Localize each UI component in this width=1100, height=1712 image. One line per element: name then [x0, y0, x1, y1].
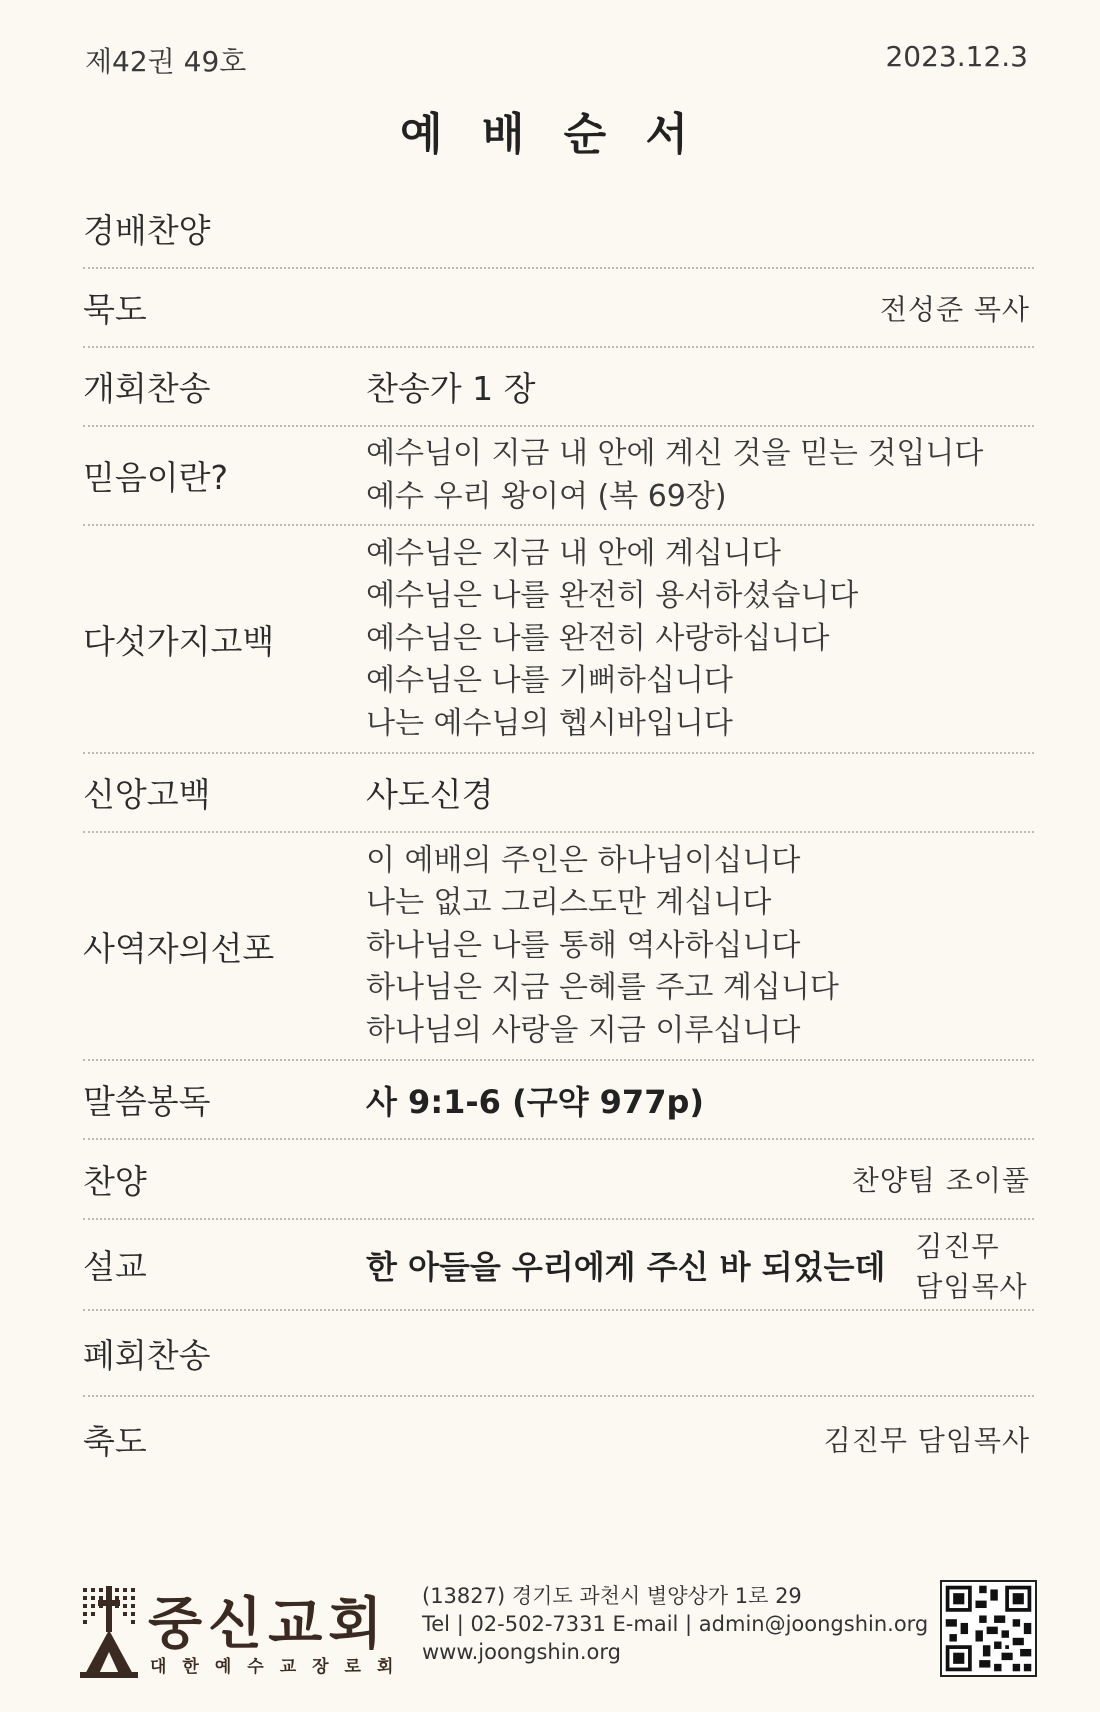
order-row-faith [83, 427, 1034, 526]
sermon-title: 한 아들을 우리에게 주신 바 되었는데 [366, 1247, 886, 1286]
order-content: 사 9:1-6 (구약 977p) [366, 1082, 704, 1121]
order-label: 설교 [83, 1247, 147, 1286]
order-row-declaration [83, 833, 1034, 1061]
order-row-sermon [83, 1220, 1034, 1311]
order-label: 신앙고백 [83, 775, 211, 814]
order-row-five-confessions [83, 526, 1034, 754]
qr-code-icon[interactable] [940, 1580, 1037, 1677]
order-label: 말씀봉독 [83, 1082, 211, 1121]
contact-info: Tel | 02-502-7331 E-mail | admin@joongshin.org [422, 1612, 929, 1636]
content-line: 예수님은 나를 완전히 용서하셨습니다 [366, 578, 859, 614]
order-content [366, 533, 1034, 746]
order-row-creed [83, 754, 1034, 833]
church-logo-icon [80, 1586, 138, 1678]
order-label: 폐회찬송 [83, 1335, 211, 1375]
order-content [366, 840, 1034, 1053]
church-name: 중신교회 [148, 1592, 389, 1657]
order-label: 묵도 [83, 290, 147, 329]
worship-order [83, 190, 1034, 1481]
footer [0, 1580, 1100, 1680]
content-line: 나는 예수님의 헵시바입니다 [366, 705, 733, 741]
content-line: 예수 우리 왕이여 (복 69장) [366, 478, 727, 514]
website-link[interactable]: www.joongshin.org [422, 1640, 621, 1664]
order-content [366, 433, 1034, 518]
issue-number: 제42권 49호 [85, 45, 247, 78]
order-row-closing-hymn [83, 1311, 1034, 1397]
order-row-worship-song [83, 1140, 1034, 1220]
order-row-scripture [83, 1061, 1034, 1140]
content-line: 예수님은 나를 완전히 사랑하십니다 [366, 620, 830, 656]
contact-block [422, 1582, 928, 1666]
order-label: 개회찬송 [83, 369, 211, 408]
order-row-opening-hymn [83, 348, 1034, 427]
content-line: 예수님은 지금 내 안에 계십니다 [366, 535, 781, 571]
order-label: 믿음이란? [83, 458, 229, 497]
order-row-silent-prayer [83, 269, 1034, 348]
content-line: 하나님은 지금 은혜를 주고 계십니다 [366, 970, 839, 1006]
order-leader: 전성준 목사 [879, 292, 1030, 326]
content-line: 하나님의 사랑을 지금 이루십니다 [366, 1012, 801, 1048]
content-line: 이 예배의 주인은 하나님이십니다 [366, 842, 801, 878]
bulletin-date: 2023.12.3 [885, 40, 1028, 73]
order-label: 다섯가지고백 [83, 621, 275, 661]
order-label: 사역자의선포 [83, 928, 275, 968]
order-leader: 김진무 담임목사 [915, 1229, 1028, 1303]
order-row-benediction [83, 1397, 1034, 1481]
order-content: 사도신경 [366, 775, 494, 814]
content-line: 예수님은 나를 기뻐하십니다 [366, 663, 733, 699]
order-label: 찬양 [83, 1161, 147, 1201]
order-label: 경배찬양 [83, 211, 211, 250]
order-leader: 김진무 담임목사 [823, 1424, 1030, 1457]
order-leader: 찬양팀 조이풀 [851, 1164, 1030, 1197]
order-content: 찬송가 1 장 [366, 369, 536, 408]
order-row-praise [83, 190, 1034, 269]
order-label: 축도 [83, 1421, 147, 1461]
denomination: 대한예수교장로회 [150, 1657, 410, 1677]
address: (13827) 경기도 과천시 별양상가 1로 29 [422, 1584, 802, 1608]
content-line: 예수님이 지금 내 안에 계신 것을 믿는 것입니다 [366, 436, 984, 471]
page-title: 예 배 순 서 [400, 109, 700, 160]
content-line: 하나님은 나를 통해 역사하십니다 [366, 927, 801, 963]
content-line: 나는 없고 그리스도만 계십니다 [366, 885, 772, 921]
